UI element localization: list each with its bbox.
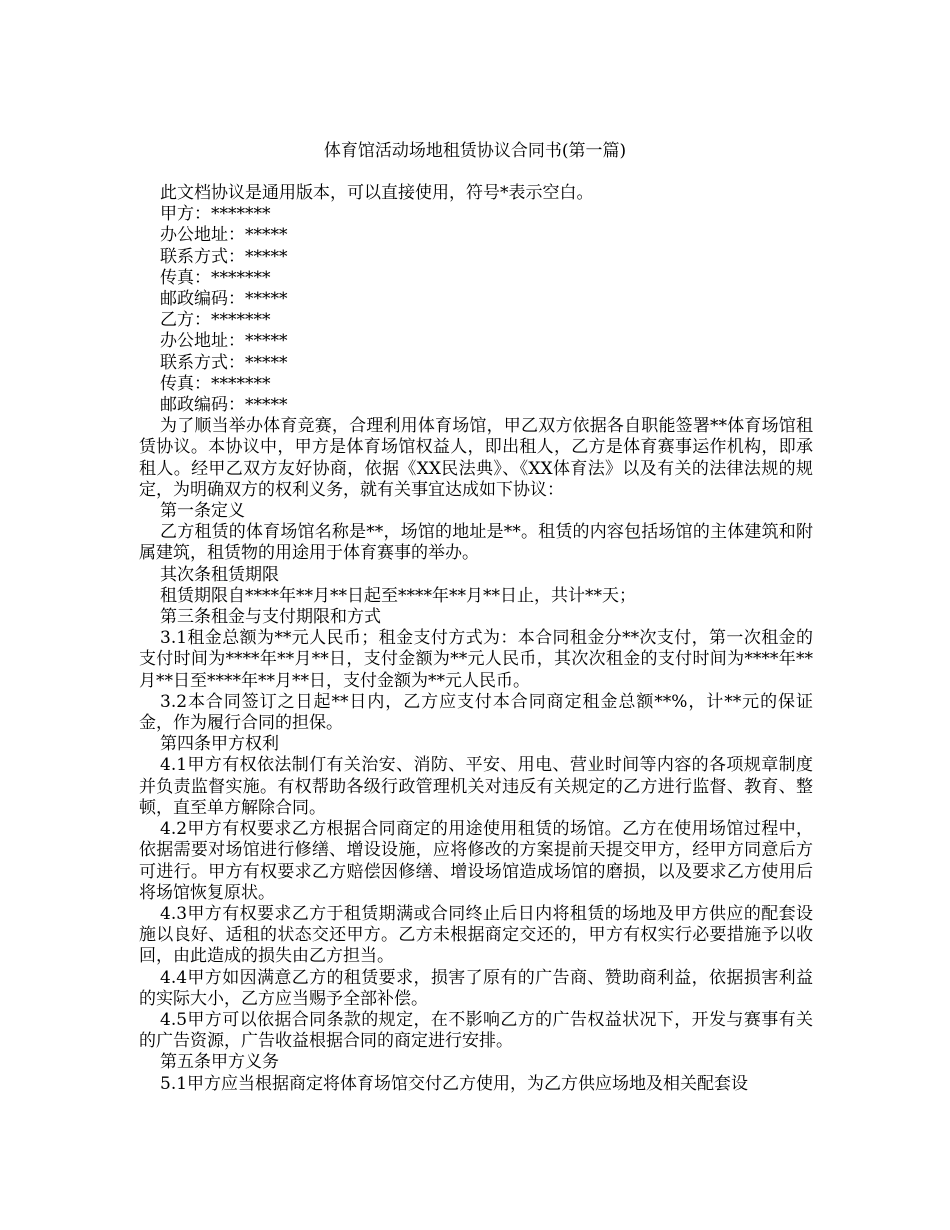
clause-paragraph: 5.1甲方应当根据商定将体育场馆交付乙方使用，为乙方供应场地及相关配套设 — [160, 1073, 749, 1094]
party-a-fax: 传真：******* — [160, 267, 271, 288]
party-a-address: 办公地址：***** — [160, 225, 288, 246]
section-heading: 其次条租赁期限 — [160, 564, 279, 585]
document-title: 体育馆活动场地租赁协议合同书(第一篇) — [323, 141, 627, 161]
document-body — [139, 183, 813, 1095]
section-heading: 第四条甲方权利 — [160, 734, 279, 755]
party-a-name: 甲方：******* — [160, 204, 271, 225]
paragraph: 此文档协议是通用版本，可以直接使用，符号*表示空白。 — [160, 183, 594, 203]
paragraph: 租赁期限自****年**月**日起至****年**月**日止，共计**天； — [160, 585, 636, 606]
party-b-fax: 传真：******* — [160, 373, 271, 394]
party-b-name: 乙方：******* — [160, 310, 271, 331]
clause-paragraph: 4.1甲方有权依法制仃有关治安、消防、平安、用电、营业时间等内容的各项规章制度并负责监督实施。有权帮助各级行政管理机关对违反有关规定的乙方进行监督、教育、整顿，直至单方解除合同。 — [139, 755, 813, 818]
party-b-contact: 联系方式：***** — [160, 352, 288, 373]
clause-paragraph: 4.2甲方有权要求乙方根据合同商定的用途使用租赁的场馆。乙方在使用场馆过程中，依据需要对场馆进行修缮、增设设施，应将修改的方案提前天提交甲方，经甲方同意后方可进行。甲方有权要求乙方赔偿因修缮、增设场馆造成场馆的磨损，以及要求乙方使用后将场馆恢复原状。 — [139, 819, 813, 903]
party-b-postcode: 邮政编码：***** — [160, 395, 288, 416]
section-heading: 第三条租金与支付期限和方式 — [160, 607, 381, 628]
clause-paragraph: 4.3甲方有权要求乙方于租赁期满或合同终止后日内将租赁的场地及甲方供应的配套设施以良好、适租的状态交还甲方。乙方未根据商定交还的，甲方有权实行必要措施予以收回，由此造成的损失由乙方担当。 — [139, 903, 813, 967]
clause-paragraph: 4.4甲方如因满意乙方的租赁要求，损害了原有的广告商、赞助商利益，依据损害利益的实际大小，乙方应当赐予全部补偿。 — [139, 967, 813, 1009]
preamble-paragraph: 为了顺当举办体育竞赛，合理利用体育场馆，甲乙双方依据各自职能签署**体育场馆租赁协议。本协议中，甲方是体育场馆权益人，即出租人，乙方是体育赛事运作机构，即承租人。经甲乙双方友好协商，依据《XX民法典》、《XX体育法》以及有关的法律法规的规定，为明确双方的权利义务，就有关事宜达成如下协议： — [139, 416, 813, 500]
party-b-address: 办公地址：***** — [160, 331, 288, 352]
party-a-postcode: 邮政编码：***** — [160, 289, 288, 310]
party-a-contact: 联系方式：***** — [160, 246, 288, 267]
clause-paragraph: 3.2本合同签订之日起**日内，乙方应支付本合同商定租金总额**%，计**元的保证金，作为履行合同的担保。 — [139, 691, 813, 734]
paragraph: 乙方租赁的体育场馆名称是**，场馆的地址是**。租赁的内容包括场馆的主体建筑和附属建筑，租赁物的用途用于体育赛事的举办。 — [139, 522, 813, 564]
clause-paragraph: 4.5甲方可以依据合同条款的规定，在不影响乙方的广告权益状况下，开发与赛事有关的广告资源，广告收益根据合同的商定进行安排。 — [139, 1009, 813, 1052]
section-heading: 第一条定义 — [160, 501, 245, 522]
clause-paragraph: 3.1租金总额为**元人民币；租金支付方式为：本合同租金分**次支付，第一次租金的支付时间为****年**月**日，支付金额为**元人民币，其次次租金的支付时间为****年**月**日至****年**月**日，支付金额为**元人民币。 — [139, 628, 813, 691]
section-heading: 第五条甲方义务 — [160, 1052, 279, 1073]
